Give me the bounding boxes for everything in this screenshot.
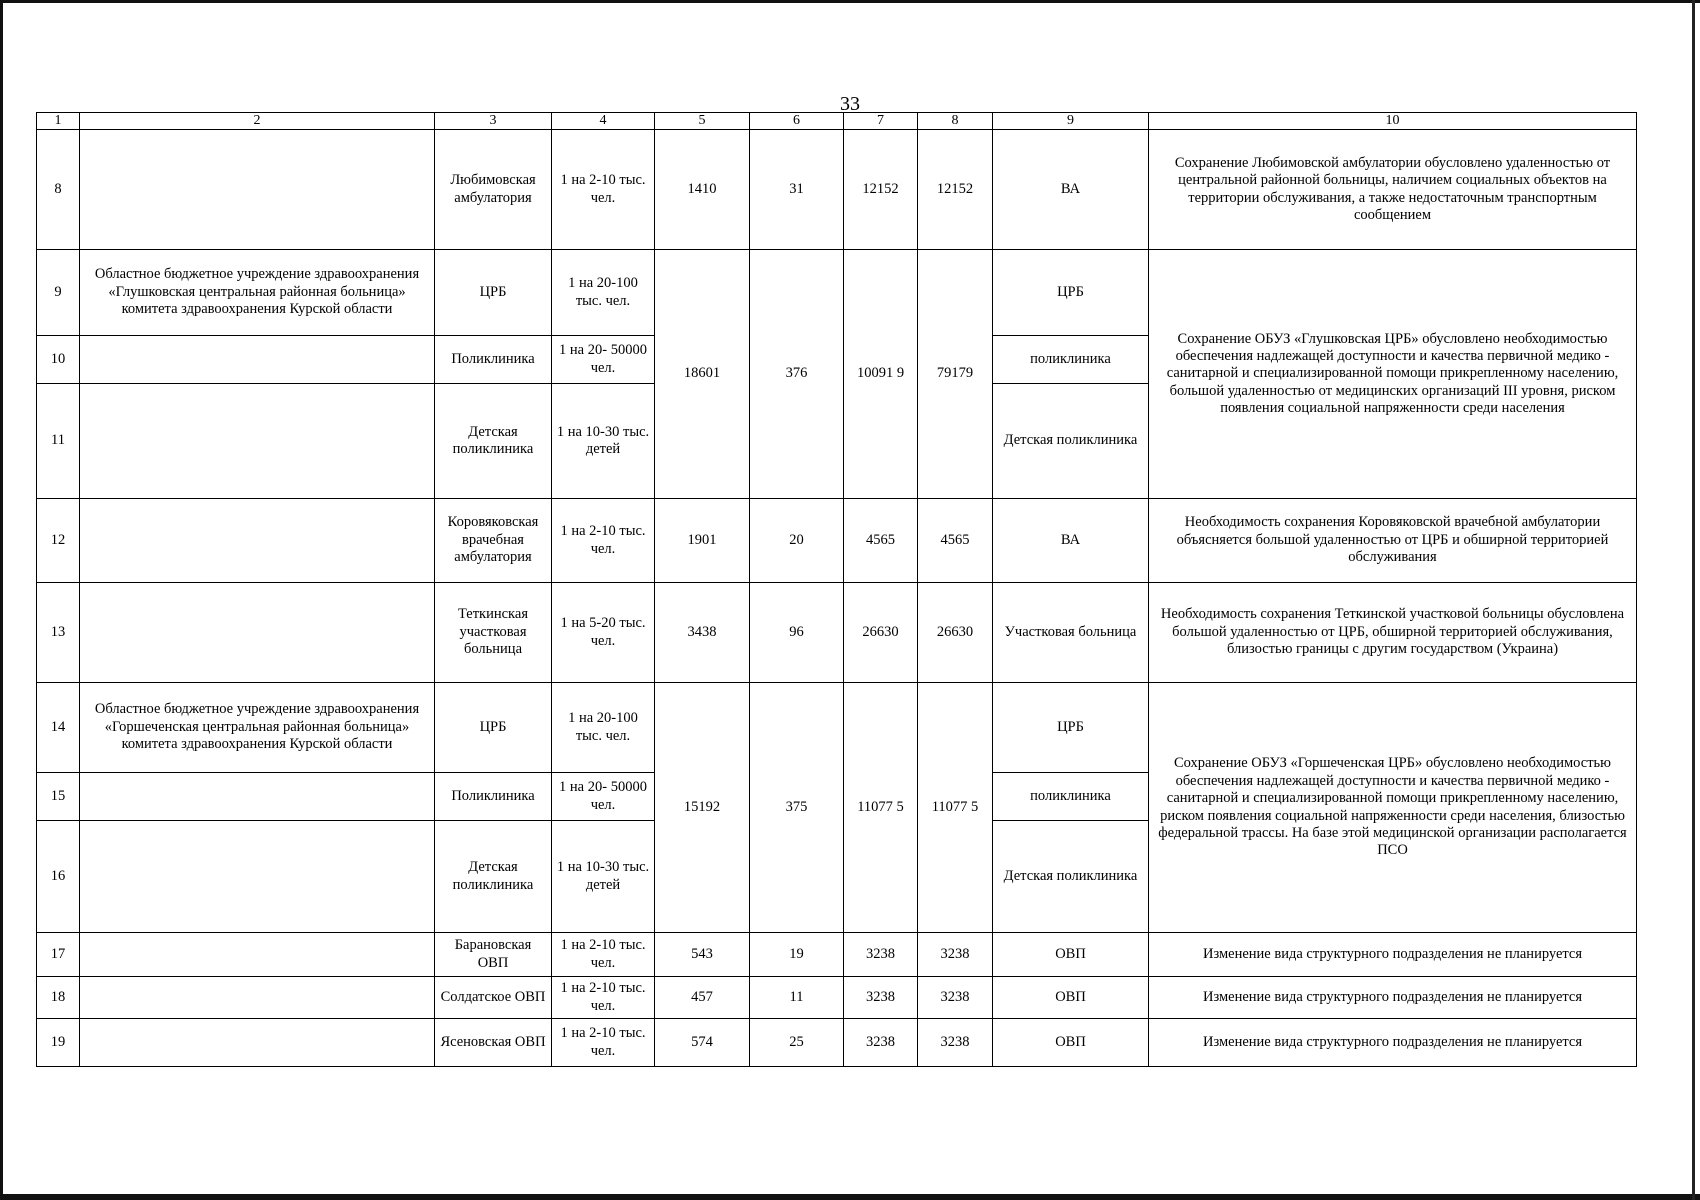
table-header-row: [37, 113, 1637, 130]
facility-type: ЦРБ: [993, 250, 1149, 336]
value-col8: 12152: [918, 130, 993, 250]
table-row: [37, 683, 1637, 773]
value-col5: 457: [655, 977, 750, 1019]
justification-note: Сохранение ОБУЗ «Горшеченская ЦРБ» обусловлено необходимостью обеспечения надлежащей доступности и качества первичной медико - санитарной и специализированной помощи прикрепленному населению, риском появления социальной напряженности среди населения, близостью федеральной трассы. На базе этой медицинской организации располагается ПСО: [1149, 683, 1637, 933]
value-col7: 12152: [844, 130, 918, 250]
facility-type: ЦРБ: [993, 683, 1149, 773]
value-col5: 18601: [655, 250, 750, 499]
facility-type: поликлиника: [993, 773, 1149, 821]
column-header: 5: [655, 113, 750, 130]
capacity-norm: 1 на 20- 50000 чел.: [552, 336, 655, 384]
column-header: 7: [844, 113, 918, 130]
organization-cell: [80, 499, 435, 583]
organization-cell: [80, 336, 435, 384]
row-number: 8: [37, 130, 80, 250]
row-number: 9: [37, 250, 80, 336]
unit-name: ЦРБ: [435, 250, 552, 336]
facility-type: Детская поликлиника: [993, 384, 1149, 499]
value-col8: 3238: [918, 1019, 993, 1067]
scan-border-left: [0, 0, 3, 1200]
value-col7: 4565: [844, 499, 918, 583]
value-col5: 543: [655, 933, 750, 977]
value-col6: 376: [750, 250, 844, 499]
column-header: 10: [1149, 113, 1637, 130]
organization-cell: [80, 977, 435, 1019]
capacity-norm: 1 на 20- 50000 чел.: [552, 773, 655, 821]
facility-type: ОВП: [993, 1019, 1149, 1067]
row-number: 10: [37, 336, 80, 384]
organization-name: Областное бюджетное учреждение здравоохранения «Глушковская центральная районная больница» комитета здравоохранения Курской области: [80, 250, 435, 336]
value-col5: 3438: [655, 583, 750, 683]
facility-type: ОВП: [993, 977, 1149, 1019]
unit-name: Поликлиника: [435, 336, 552, 384]
capacity-norm: 1 на 2-10 тыс. чел.: [552, 499, 655, 583]
value-col8: 79179: [918, 250, 993, 499]
facility-type: Детская поликлиника: [993, 821, 1149, 933]
value-col6: 96: [750, 583, 844, 683]
table-row: [37, 977, 1637, 1019]
capacity-norm: 1 на 2-10 тыс. чел.: [552, 1019, 655, 1067]
capacity-norm: 1 на 2-10 тыс. чел.: [552, 933, 655, 977]
facility-type: поликлиника: [993, 336, 1149, 384]
value-col5: 574: [655, 1019, 750, 1067]
justification-note: Изменение вида структурного подразделения не планируется: [1149, 1019, 1637, 1067]
value-col8: 3238: [918, 977, 993, 1019]
organization-cell: [80, 773, 435, 821]
row-number: 13: [37, 583, 80, 683]
capacity-norm: 1 на 2-10 тыс. чел.: [552, 130, 655, 250]
table-row: [37, 933, 1637, 977]
justification-note: Необходимость сохранения Теткинской участковой больницы обусловлена большой удаленностью от ЦРБ, обширной территорией обслуживания, близостью границы с другим государством (Украина): [1149, 583, 1637, 683]
value-col6: 25: [750, 1019, 844, 1067]
page-number: 33: [840, 93, 860, 115]
column-header: 4: [552, 113, 655, 130]
unit-name: Ясеновская ОВП: [435, 1019, 552, 1067]
row-number: 19: [37, 1019, 80, 1067]
value-col8: 26630: [918, 583, 993, 683]
justification-note: Изменение вида структурного подразделения не планируется: [1149, 933, 1637, 977]
table-row: [37, 250, 1637, 336]
column-header: 3: [435, 113, 552, 130]
value-col5: 1410: [655, 130, 750, 250]
value-col8: 11077 5: [918, 683, 993, 933]
table-row: [37, 583, 1637, 683]
organization-cell: [80, 1019, 435, 1067]
column-header: 9: [993, 113, 1149, 130]
scan-border-bottom: [0, 1194, 1700, 1200]
unit-name: Солдатское ОВП: [435, 977, 552, 1019]
value-col6: 31: [750, 130, 844, 250]
value-col5: 15192: [655, 683, 750, 933]
scan-border-right: [1692, 0, 1695, 1200]
column-header: 1: [37, 113, 80, 130]
table-row: [37, 499, 1637, 583]
justification-note: Необходимость сохранения Коровяковской врачебной амбулатории объясняется большой удаленностью от ЦРБ и обширной территорией обслуживания: [1149, 499, 1637, 583]
unit-name: Поликлиника: [435, 773, 552, 821]
facility-type: Участковая больница: [993, 583, 1149, 683]
column-header: 6: [750, 113, 844, 130]
justification-note: Изменение вида структурного подразделения не планируется: [1149, 977, 1637, 1019]
table-row: [37, 1019, 1637, 1067]
column-header: 8: [918, 113, 993, 130]
row-number: 15: [37, 773, 80, 821]
row-number: 18: [37, 977, 80, 1019]
organization-cell: [80, 130, 435, 250]
value-col8: 3238: [918, 933, 993, 977]
row-number: 17: [37, 933, 80, 977]
value-col7: 26630: [844, 583, 918, 683]
column-header: 2: [80, 113, 435, 130]
value-col8: 4565: [918, 499, 993, 583]
value-col7: 3238: [844, 933, 918, 977]
organization-cell: [80, 583, 435, 683]
value-col7: 11077 5: [844, 683, 918, 933]
row-number: 16: [37, 821, 80, 933]
unit-name: Детская поликлиника: [435, 384, 552, 499]
unit-name: Любимовская амбулатория: [435, 130, 552, 250]
capacity-norm: 1 на 20-100 тыс. чел.: [552, 250, 655, 336]
scan-border-top: [0, 0, 1700, 3]
row-number: 12: [37, 499, 80, 583]
value-col6: 19: [750, 933, 844, 977]
value-col7: 3238: [844, 977, 918, 1019]
value-col7: 3238: [844, 1019, 918, 1067]
unit-name: Детская поликлиника: [435, 821, 552, 933]
organization-cell: [80, 821, 435, 933]
capacity-norm: 1 на 2-10 тыс. чел.: [552, 977, 655, 1019]
capacity-norm: 1 на 10-30 тыс. детей: [552, 384, 655, 499]
row-number: 14: [37, 683, 80, 773]
justification-note: Сохранение ОБУЗ «Глушковская ЦРБ» обусловлено необходимостью обеспечения надлежащей доступности и качества первичной медико - санитарной и специализированной помощи прикрепленному населению, большой удаленностью от медицинских организаций III уровня, риском появления социальной напряженности среди населения: [1149, 250, 1637, 499]
organization-cell: [80, 384, 435, 499]
justification-note: Сохранение Любимовской амбулатории обусловлено удаленностью от центральной районной больницы, наличием социальных объектов на территории обслуживания, а также недостаточным транспортным сообщением: [1149, 130, 1637, 250]
facility-type: ВА: [993, 499, 1149, 583]
value-col6: 20: [750, 499, 844, 583]
organization-cell: [80, 933, 435, 977]
facility-type: ОВП: [993, 933, 1149, 977]
unit-name: Барановская ОВП: [435, 933, 552, 977]
unit-name: Теткинская участковая больница: [435, 583, 552, 683]
table-row: [37, 130, 1637, 250]
organization-name: Областное бюджетное учреждение здравоохранения «Горшеченская центральная районная больница» комитета здравоохранения Курской области: [80, 683, 435, 773]
facility-type: ВА: [993, 130, 1149, 250]
unit-name: Коровяковская врачебная амбулатория: [435, 499, 552, 583]
capacity-norm: 1 на 10-30 тыс. детей: [552, 821, 655, 933]
value-col6: 375: [750, 683, 844, 933]
value-col5: 1901: [655, 499, 750, 583]
unit-name: ЦРБ: [435, 683, 552, 773]
healthcare-facilities-table: [36, 112, 1637, 1067]
value-col6: 11: [750, 977, 844, 1019]
capacity-norm: 1 на 5-20 тыс. чел.: [552, 583, 655, 683]
value-col7: 10091 9: [844, 250, 918, 499]
capacity-norm: 1 на 20-100 тыс. чел.: [552, 683, 655, 773]
row-number: 11: [37, 384, 80, 499]
